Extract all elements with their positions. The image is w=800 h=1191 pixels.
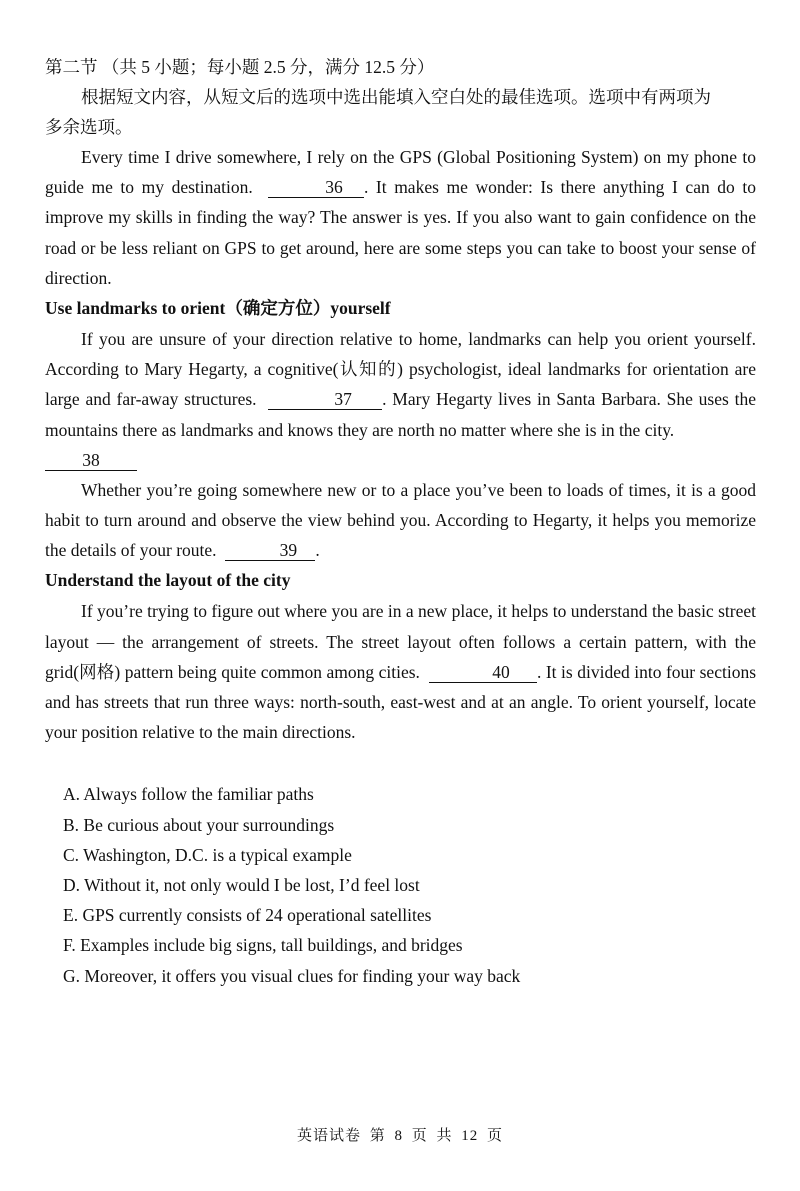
blank-38: 38 — [45, 450, 137, 471]
instruction-line-1: 根据短文内容，从短文后的选项中选出能填入空白处的最佳选项。选项中有两项为 — [81, 87, 711, 107]
footer-gong: 共 — [436, 1128, 453, 1144]
paragraph-1-end: . It makes me wonder: Is there anything I can do to improve my skills in finding the way? The answer is yes. If you also want to gain confidence on the road or be less reliant on GPS to get around, here are some steps you can take to boost your sense of direction. — [45, 177, 757, 288]
subheading-landmarks: Use landmarks to orient（确定方位）yourself — [45, 298, 391, 319]
footer-ye-2: 页 — [487, 1128, 504, 1144]
footer-ye: 页 — [411, 1128, 428, 1144]
section-heading: 第二节 （共 5 小题；每小题 2.5 分，满分 12.5 分） — [45, 57, 435, 77]
options-list — [45, 779, 756, 990]
instruction-line-2: 多余选项。 — [45, 117, 133, 137]
paragraph-3 — [45, 475, 756, 566]
paragraph-4-start: If you’re trying to figure out where you are in a new place, it helps to understand the basic street layout — the arrangement of streets. The street layout often follows a certain pattern, with the grid(网格) pattern being quite common among cities. — [45, 601, 756, 682]
option-f: F. Examples include big signs, tall buildings, and bridges — [63, 935, 463, 956]
paragraph-3-end: . — [315, 540, 320, 561]
option-g: G. Moreover, it offers you visual clues for finding your way back — [63, 965, 521, 986]
paragraph-4-end: . It is divided into four sections and has streets that run three ways: north-south, east-west and at an angle. To orient yourself, locate your position relative to the main directions. — [45, 661, 757, 743]
footer-total-pages: 12 — [461, 1128, 479, 1144]
subheading-layout: Understand the layout of the city — [45, 570, 291, 591]
option-e: E. GPS currently consists of 24 operational satellites — [63, 905, 432, 926]
blank-40: 40 — [429, 662, 537, 683]
paragraph-2-end: . Mary Hegarty lives in Santa Barbara. She uses the mountains there as landmarks and knows they are north no matter where she is in the city. — [45, 389, 756, 440]
paragraph-1 — [45, 142, 756, 293]
paragraph-3-start: Whether you’re going somewhere new or to a place you’ve been to loads of times, it is a good habit to turn around and observe the view behind you. According to Hegarty, it helps you memorize the details of your route. — [45, 479, 756, 561]
paragraph-4 — [45, 596, 756, 747]
footer-di: 第 — [369, 1128, 386, 1144]
paragraph-2-start: If you are unsure of your direction relative to home, landmarks can help you orient yourself. According to Mary Hegarty, a cognitive(认知的) psychologist, ideal landmarks for orientation are large and far-away structures. — [45, 329, 756, 410]
blank-37: 37 — [268, 389, 382, 410]
paragraph-1-start: Every time I drive somewhere, I rely on the GPS (Global Positioning System) on my phone to guide me to my destination. — [45, 147, 756, 198]
footer-page-number: 8 — [394, 1128, 403, 1144]
blank-38-line — [45, 445, 756, 475]
option-a: A. Always follow the familiar paths — [63, 784, 314, 805]
footer-subject: 英语试卷 — [296, 1128, 361, 1144]
page-footer — [0, 1124, 800, 1145]
option-b: B. Be curious about your surroundings — [63, 814, 335, 835]
option-c: C. Washington, D.C. is a typical example — [63, 844, 352, 865]
blank-39: 39 — [225, 540, 315, 561]
option-d: D. Without it, not only would I be lost, I’d feel lost — [63, 875, 420, 896]
blank-36: 36 — [268, 177, 364, 198]
paragraph-2 — [45, 324, 756, 445]
